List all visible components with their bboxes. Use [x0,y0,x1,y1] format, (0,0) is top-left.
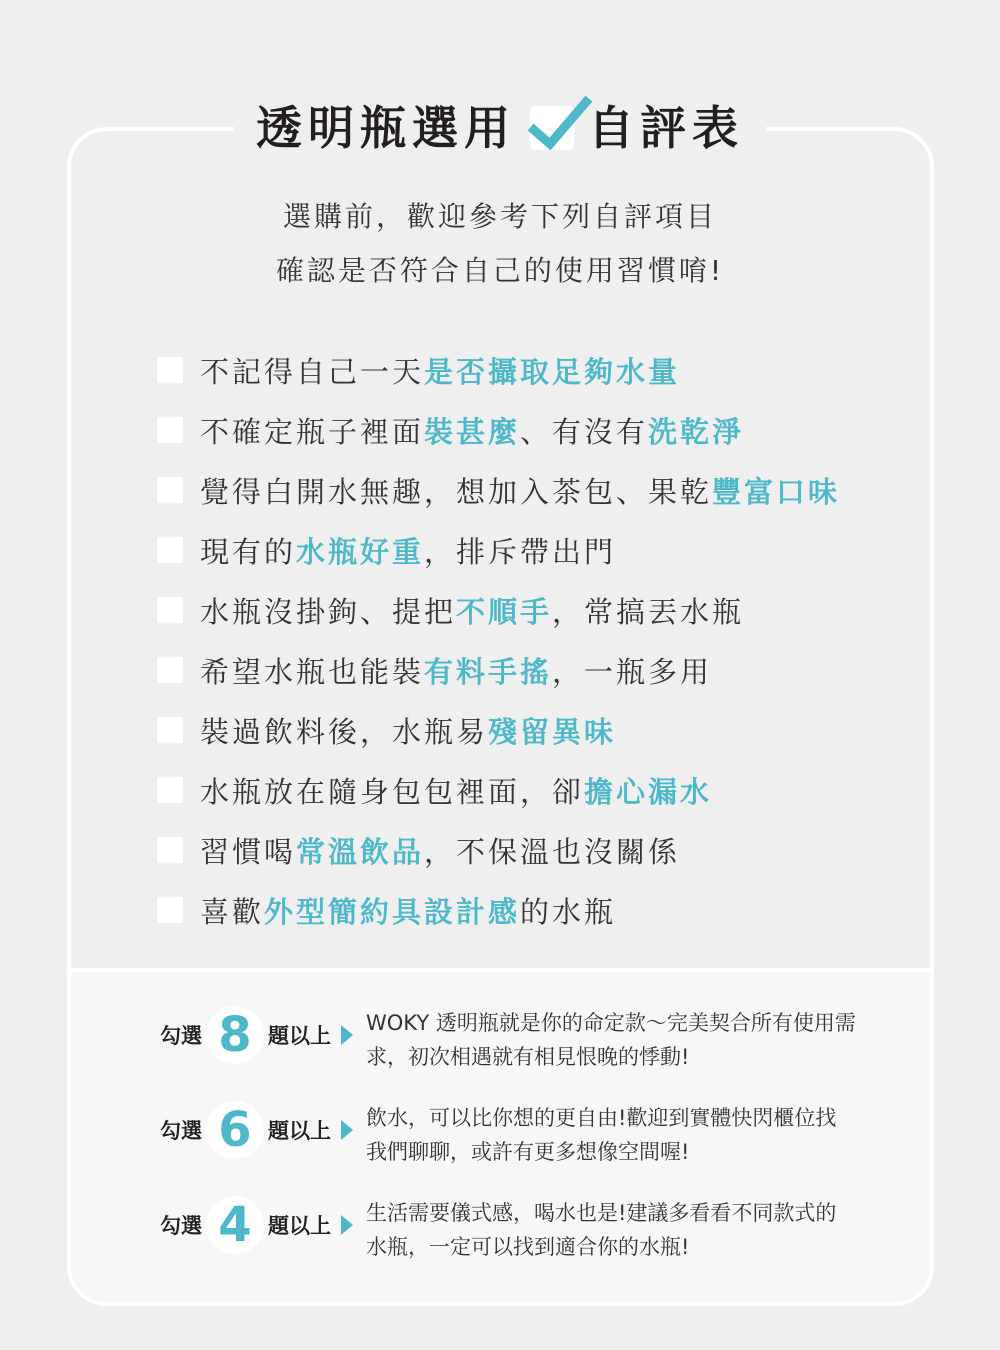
item-text-plain: 裝過飲料後，水瓶易 [200,714,489,749]
result-description: 飲水，可以比你想的更自由!歡迎到實體快閃櫃位找我們聊聊，或許有更多想像空間喔! [366,1106,837,1164]
checklist-item-text [200,830,680,871]
checklist-item[interactable] [157,520,840,580]
checklist-item[interactable] [157,640,840,700]
item-text-highlight: 擔心漏水 [584,774,713,809]
checklist-item-text [200,350,680,391]
result-threshold [160,1190,353,1260]
result-threshold [160,1000,353,1070]
item-text-plain: ，一瓶多用 [552,654,713,689]
checkbox[interactable] [157,537,183,563]
checklist-item-text [200,410,744,451]
threshold-suffix: 題以上 [268,1024,331,1048]
item-text-plain: 水瓶放在隨身包包裡面，卻 [200,774,585,809]
threshold-number: 4 [206,1196,264,1254]
result-threshold [160,1095,353,1165]
checkbox[interactable] [157,837,183,863]
title-left: 透明瓶選用 [256,101,516,155]
checkbox[interactable] [157,777,183,803]
checklist-item-text [200,530,616,571]
checkbox[interactable] [157,477,183,503]
item-text-plain: ，不保溫也沒關係 [424,834,681,869]
item-text-plain: 不記得自己一天 [200,354,425,389]
threshold-suffix: 題以上 [268,1119,331,1143]
item-text-plain: 覺得白開水無趣，想加入茶包、果乾 [200,474,713,509]
threshold-prefix: 勾選 [160,1214,202,1238]
intro-line-1: 選購前，歡迎參考下列自評項目 [282,200,717,233]
item-text-highlight: 是否攝取足夠水量 [424,354,681,389]
checklist-item[interactable] [157,340,840,400]
threshold-prefix: 勾選 [160,1024,202,1048]
result-description: WOKY 透明瓶就是你的命定款～完美契合所有使用需求，初次相遇就有相見恨晚的悸動! [366,1011,856,1069]
item-text-highlight: 不順手 [456,594,553,629]
item-text-highlight: 洗乾淨 [648,414,745,449]
item-text-plain: 不確定瓶子裡面 [200,414,425,449]
item-text-plain: 、有沒有 [520,414,649,449]
result-row [160,1095,860,1190]
item-text-highlight: 常溫飲品 [296,834,425,869]
checklist-item[interactable] [157,760,840,820]
checklist-item-text [200,710,616,751]
checkbox[interactable] [157,657,183,683]
result-row [160,1000,860,1095]
results-list [160,1000,860,1285]
result-row [160,1190,860,1285]
item-text-plain: 現有的 [200,534,297,569]
item-text-plain: ，排斥帶出門 [424,534,617,569]
checklist-item[interactable] [157,460,840,520]
checklist-item-text [200,650,712,691]
checklist [157,340,840,940]
checklist-item[interactable] [157,400,840,460]
checklist-item[interactable] [157,580,840,640]
triangle-right-icon [341,1025,353,1045]
item-text-highlight: 外型簡約具設計感 [264,894,521,929]
checkbox[interactable] [157,897,183,923]
item-text-plain: 水瓶沒掛鉤、提把 [200,594,457,629]
divider [71,968,930,972]
page-title [0,96,1000,160]
checklist-item[interactable] [157,820,840,880]
item-text-plain: 希望水瓶也能裝 [200,654,425,689]
threshold-number: 8 [206,1006,264,1064]
triangle-right-icon [341,1120,353,1140]
checklist-item-text [200,770,712,811]
intro-line-2: 確認是否符合自己的使用習慣唷! [275,254,725,287]
item-text-highlight: 有料手搖 [424,654,553,689]
result-description: 生活需要儀式感，喝水也是!建議多看看不同款式的水瓶，一定可以找到適合你的水瓶! [366,1201,837,1259]
item-text-plain: ，常搞丟水瓶 [552,594,745,629]
item-text-highlight: 水瓶好重 [296,534,425,569]
threshold-prefix: 勾選 [160,1119,202,1143]
title-group [234,96,766,160]
checklist-item[interactable] [157,700,840,760]
checkmark-icon [530,106,574,150]
checklist-item-text [200,590,744,631]
triangle-right-icon [341,1215,353,1235]
title-right: 自評表 [588,101,744,155]
checklist-item-text [200,470,840,511]
item-text-plain: 的水瓶 [520,894,617,929]
item-text-highlight: 殘留異味 [488,714,617,749]
checkbox[interactable] [157,357,183,383]
item-text-highlight: 豐富口味 [712,474,841,509]
item-text-plain: 喜歡 [200,894,265,929]
checkbox[interactable] [157,717,183,743]
item-text-plain: 習慣喝 [200,834,297,869]
checklist-item[interactable] [157,880,840,940]
checkbox[interactable] [157,417,183,443]
intro-text [0,190,1000,298]
threshold-number: 6 [206,1101,264,1159]
checklist-item-text [200,890,616,931]
checkbox[interactable] [157,597,183,623]
threshold-suffix: 題以上 [268,1214,331,1238]
item-text-highlight: 裝甚麼 [424,414,521,449]
